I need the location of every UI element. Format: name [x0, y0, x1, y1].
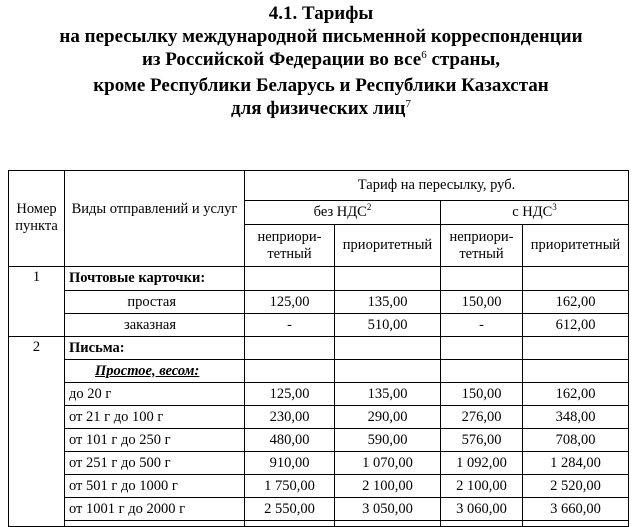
header-types: Виды отправлений и услуг	[65, 171, 245, 267]
value-cell: 480,00	[245, 429, 335, 452]
empty-cell	[245, 337, 335, 360]
row-label: от 251 г до 500 г	[65, 452, 245, 475]
value-cell: 348,00	[523, 406, 629, 429]
value-cell: 3 060,00	[441, 498, 523, 521]
empty-cell	[65, 521, 245, 527]
section-1-number: 1	[9, 267, 65, 337]
table-row	[9, 383, 629, 406]
value-cell: 150,00	[441, 291, 523, 314]
section-2-title: Письма:	[65, 337, 245, 360]
title-line-3-tail: страны,	[426, 49, 501, 70]
empty-cell	[245, 521, 335, 527]
header-row-1	[9, 171, 629, 201]
empty-cell	[441, 337, 523, 360]
table-row	[9, 475, 629, 498]
empty-cell	[335, 267, 441, 291]
value-cell: 2 520,00	[523, 475, 629, 498]
section-2-number: 2	[9, 337, 65, 527]
row-label: до 20 г	[65, 383, 245, 406]
empty-cell	[335, 521, 441, 527]
table-row	[9, 498, 629, 521]
value-cell: 1 092,00	[441, 452, 523, 475]
value-cell: 2 550,00	[245, 498, 335, 521]
header-number: Номер пункта	[9, 171, 65, 267]
value-cell: 2 100,00	[441, 475, 523, 498]
value-cell: 162,00	[523, 291, 629, 314]
footnote-ref-3: 3	[552, 201, 557, 212]
header-non-priority-1: неприори-тетный	[245, 225, 335, 267]
value-cell: 3 050,00	[335, 498, 441, 521]
tariff-table	[8, 170, 629, 527]
value-cell: 135,00	[335, 383, 441, 406]
value-cell: 612,00	[523, 314, 629, 337]
empty-cell	[441, 267, 523, 291]
document-title	[0, 2, 642, 123]
table-row	[9, 429, 629, 452]
header-priority-1: приоритетный	[335, 225, 441, 267]
table-row-cut	[9, 521, 629, 527]
row-label: от 501 г до 1000 г	[65, 475, 245, 498]
section-1-title: Почтовые карточки:	[65, 267, 245, 291]
footnote-ref-6: 6	[421, 49, 427, 61]
title-line-4: кроме Республики Беларусь и Республики Казахстан	[93, 75, 549, 96]
footnote-ref-7: 7	[405, 98, 411, 110]
subsection-row	[9, 360, 629, 383]
header-with-vat	[441, 201, 629, 225]
value-cell: 230,00	[245, 406, 335, 429]
header-tariff: Тариф на пересылку, руб.	[245, 171, 629, 201]
value-cell: -	[441, 314, 523, 337]
empty-cell	[441, 360, 523, 383]
table-row	[9, 452, 629, 475]
table-row	[9, 291, 629, 314]
title-line-1: 4.1. Тарифы	[268, 3, 374, 24]
value-cell: 510,00	[335, 314, 441, 337]
empty-cell	[523, 267, 629, 291]
value-cell: 1 750,00	[245, 475, 335, 498]
empty-cell	[523, 521, 629, 527]
empty-cell	[523, 360, 629, 383]
table-row	[9, 406, 629, 429]
value-cell: 2 100,00	[335, 475, 441, 498]
empty-cell	[335, 360, 441, 383]
section-2-row	[9, 337, 629, 360]
value-cell: 3 660,00	[523, 498, 629, 521]
title-line-5-text: для физических лиц	[231, 98, 406, 119]
value-cell: 576,00	[441, 429, 523, 452]
value-cell: 708,00	[523, 429, 629, 452]
value-cell: 1 070,00	[335, 452, 441, 475]
value-cell: 276,00	[441, 406, 523, 429]
empty-cell	[441, 521, 523, 527]
row-label: от 1001 г до 2000 г	[65, 498, 245, 521]
empty-cell	[523, 337, 629, 360]
empty-cell	[335, 337, 441, 360]
value-cell: 590,00	[335, 429, 441, 452]
value-cell: 125,00	[245, 383, 335, 406]
header-no-vat	[245, 201, 441, 225]
value-cell: 1 284,00	[523, 452, 629, 475]
header-no-vat-label: без НДС	[313, 203, 367, 220]
header-non-priority-2: неприори-тетный	[441, 225, 523, 267]
title-line-3-text: из Российской Федерации во все	[141, 49, 422, 70]
footnote-ref-2: 2	[366, 201, 372, 212]
value-cell: 135,00	[335, 291, 441, 314]
section-1-row	[9, 267, 629, 291]
title-line-2: на пересылку международной письменной корреспонденции	[59, 26, 583, 47]
row-label: от 101 г до 250 г	[65, 429, 245, 452]
value-cell: 125,00	[245, 291, 335, 314]
table-row	[9, 314, 629, 337]
title-line-5	[0, 97, 642, 123]
empty-cell	[245, 360, 335, 383]
row-label: заказная	[65, 314, 245, 337]
header-priority-2: приоритетный	[523, 225, 629, 267]
title-line-3	[0, 48, 642, 74]
empty-cell	[245, 267, 335, 291]
value-cell: 150,00	[441, 383, 523, 406]
section-2-subtitle: Простое, весом:	[65, 360, 245, 383]
value-cell: 162,00	[523, 383, 629, 406]
row-label: от 21 г до 100 г	[65, 406, 245, 429]
header-with-vat-label: с НДС	[512, 203, 553, 220]
value-cell: 290,00	[335, 406, 441, 429]
value-cell: 910,00	[245, 452, 335, 475]
row-label: простая	[65, 291, 245, 314]
value-cell: -	[245, 314, 335, 337]
